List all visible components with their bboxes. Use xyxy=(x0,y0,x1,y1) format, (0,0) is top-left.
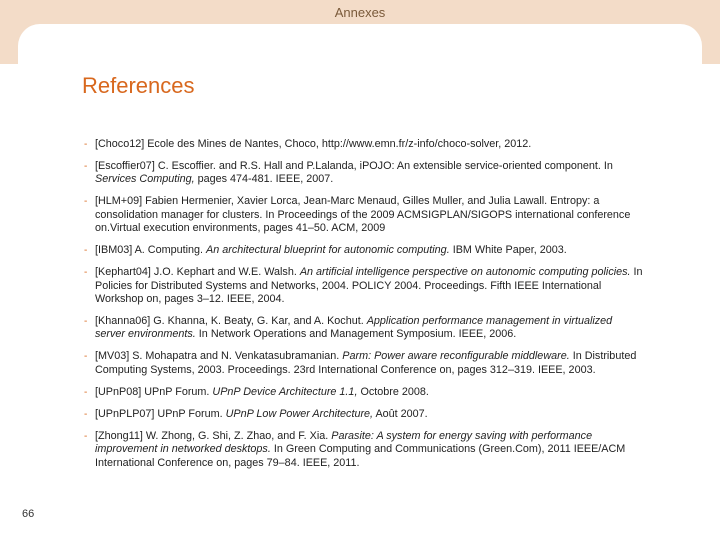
reference-title: Parm: Power aware reconfigurable middleware. xyxy=(342,350,570,363)
bullet-icon: - xyxy=(84,351,88,363)
reference-segment: In Distributed Computing Systems, 2003. Proceedings. 23rd International Conference on, pages 312–319. IEEE, 2003. xyxy=(95,350,637,376)
reference-text xyxy=(95,350,636,375)
reference-segment: Août 2007. xyxy=(373,407,428,420)
reference-list xyxy=(84,138,644,479)
reference-text xyxy=(95,138,531,150)
reference-segment: [UPnPLP07] UPnP Forum. xyxy=(95,407,226,420)
reference-segment: [Escoffier07] C. Escoffier. and R.S. Hall and P.Lalanda, iPOJO: An extensible service-oriented component. In xyxy=(95,160,613,172)
header-title: Annexes xyxy=(334,5,386,20)
reference-segment: [HLM+09] Fabien Hermenier, Xavier Lorca, Jean-Marc Menaud, Gilles Muller, and Julia Lawall. Entropy: a consolidation manager for clusters. In Proceedings of the 2009 ACMSIGPLAN/SIGOPS international conference on.Virtual execution environments, pages 41–50. ACM, 2009 xyxy=(95,195,631,235)
page-number: 66 xyxy=(22,508,35,520)
reference-title: An architectural blueprint for autonomic computing. xyxy=(206,244,450,257)
reference-segment: [Choco12] Ecole des Mines de Nantes, Choco, http://www.emn.fr/z-info/choco-solver, 2012. xyxy=(95,138,532,150)
reference-item xyxy=(84,195,644,235)
reference-title: Services Computing, xyxy=(95,173,195,186)
reference-segment: [IBM03] A. Computing. xyxy=(95,244,207,257)
reference-text xyxy=(95,408,428,420)
reference-item xyxy=(84,350,644,377)
reference-item xyxy=(84,266,644,306)
reference-segment: In Green Computing and Communications (Green.Com), 2011 IEEE/ACM International Conference on, pages 79–84. IEEE, 2011. xyxy=(95,443,626,469)
reference-title: UPnP Device Architecture 1.1, xyxy=(212,385,358,398)
bullet-icon: - xyxy=(84,139,88,150)
reference-title: An artificial intelligence perspective on autonomic computing policies. xyxy=(299,266,631,279)
reference-item xyxy=(84,138,644,151)
header-arc xyxy=(0,24,720,64)
reference-text xyxy=(95,266,643,305)
reference-text xyxy=(95,430,625,469)
bullet-icon: - xyxy=(84,386,88,398)
reference-text xyxy=(95,160,613,185)
bullet-icon: - xyxy=(84,245,88,257)
reference-title: Parasite: A system for energy saving with performance improvement in networked desktops. xyxy=(95,429,593,456)
bullet-icon: - xyxy=(84,430,88,442)
reference-item xyxy=(84,408,644,421)
reference-title: UPnP Low Power Architecture, xyxy=(225,407,374,420)
reference-segment: [Khanna06] G. Khanna, K. Beaty, G. Kar, and A. Kochut. xyxy=(95,315,367,328)
reference-text xyxy=(95,195,630,234)
reference-text xyxy=(95,386,429,398)
reference-segment: [MV03] S. Mohapatra and N. Venkatasubramanian. xyxy=(95,350,343,363)
reference-text xyxy=(95,244,567,256)
reference-segment: [UPnP08] UPnP Forum. xyxy=(95,385,213,398)
reference-segment: In Policies for Distributed Systems and Networks, 2004. POLICY 2004. Proceedings. Fifth IEEE International Workshop on, pages 3–12. IEEE, 2004. xyxy=(95,266,643,306)
reference-segment: Octobre 2008. xyxy=(357,385,429,398)
bullet-icon: - xyxy=(84,267,88,279)
reference-text xyxy=(95,315,612,340)
reference-segment: pages 474-481. IEEE, 2007. xyxy=(194,173,334,186)
bullet-icon: - xyxy=(84,161,88,172)
reference-item xyxy=(84,315,644,342)
reference-item xyxy=(84,430,644,470)
reference-segment: [Zhong11] W. Zhong, G. Shi, Z. Zhao, and F. Xia. xyxy=(95,429,332,442)
reference-segment: In Network Operations and Management Symposium. IEEE, 2006. xyxy=(195,328,517,341)
page-title: References xyxy=(82,72,195,98)
reference-segment: IBM White Paper, 2003. xyxy=(449,244,567,257)
reference-segment: [Kephart04] J.O. Kephart and W.E. Walsh. xyxy=(95,266,300,279)
bullet-icon: - xyxy=(84,196,88,208)
reference-item xyxy=(84,244,644,257)
reference-title: Application performance management in virtualized server environments. xyxy=(95,315,613,341)
bullet-icon: - xyxy=(84,316,88,328)
reference-item xyxy=(84,160,644,187)
bullet-icon: - xyxy=(84,408,88,420)
reference-item xyxy=(84,386,644,399)
